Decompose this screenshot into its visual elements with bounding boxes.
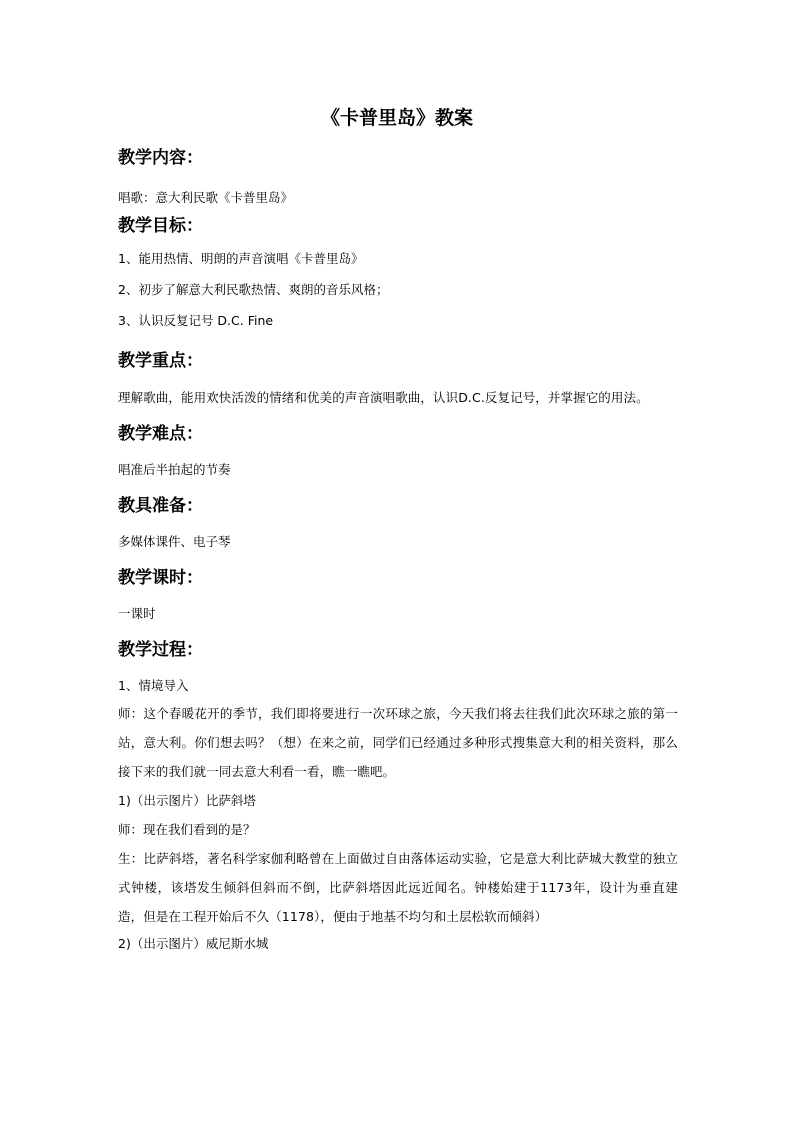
section-heading: 教学过程： bbox=[118, 640, 203, 660]
section-key-points bbox=[118, 349, 678, 412]
document-title: 《卡普里岛》教案 bbox=[320, 107, 473, 129]
step-heading: 1、情境导入 bbox=[118, 678, 189, 693]
section-teaching-aids bbox=[118, 494, 678, 552]
body-paragraph: 师：这个春暖花开的季节，我们即将要进行一次环球之旅，今天我们将去往我们此次环球之旅的第一站，意大利。你们想去吗？（想）在来之前，同学们已经通过多种形式搜集意大利的相关资料，那么接下来的我们就一同去意大利看一看，瞧一瞧吧。 bbox=[118, 706, 678, 779]
section-heading: 教具准备： bbox=[118, 496, 203, 516]
section-heading: 教学课时： bbox=[118, 568, 203, 588]
section-heading: 教学难点： bbox=[118, 424, 203, 444]
section-difficulties bbox=[118, 422, 678, 480]
section-teaching-goals bbox=[118, 214, 678, 331]
section-class-hours bbox=[118, 566, 678, 624]
body-line: 2、初步了解意大利民歌热情、爽朗的音乐风格； bbox=[118, 282, 389, 297]
body-line: 3、认识反复记号 D.C. Fine bbox=[118, 313, 274, 328]
body-line: 唱歌：意大利民歌《卡普里岛》 bbox=[118, 190, 294, 205]
document-body bbox=[118, 142, 678, 954]
body-line: 唱准后半拍起的节奏 bbox=[118, 462, 231, 477]
section-teaching-content bbox=[118, 146, 678, 208]
section-teaching-process bbox=[118, 638, 678, 954]
sub-step: 1)（出示图片）比萨斜塔 bbox=[118, 793, 256, 808]
body-paragraph: 生：比萨斜塔，著名科学家伽利略曾在上面做过自由落体运动实验，它是意大利比萨城大教堂的独立式钟楼，该塔发生倾斜但斜而不倒，比萨斜塔因此远近闻名。钟楼始建于1173年，设计为垂直建造，但是在工程开始后不久（1178），便由于地基不均匀和土层松软而倾斜） bbox=[118, 851, 678, 924]
section-heading: 教学重点： bbox=[118, 351, 203, 371]
body-line: 一课时 bbox=[118, 606, 156, 621]
body-paragraph: 理解歌曲，能用欢快活泼的情绪和优美的声音演唱歌曲，认识D.C.反复记号，并掌握它的用法。 bbox=[118, 390, 649, 405]
section-heading: 教学目标： bbox=[118, 216, 203, 236]
section-heading: 教学内容： bbox=[118, 148, 203, 168]
sub-step: 2)（出示图片）威尼斯水城 bbox=[118, 936, 269, 951]
body-line: 多媒体课件、电子琴 bbox=[118, 534, 231, 549]
body-line: 师：现在我们看到的是？ bbox=[118, 822, 256, 837]
body-line: 1、能用热情、明朗的声音演唱《卡普里岛》 bbox=[118, 251, 364, 266]
